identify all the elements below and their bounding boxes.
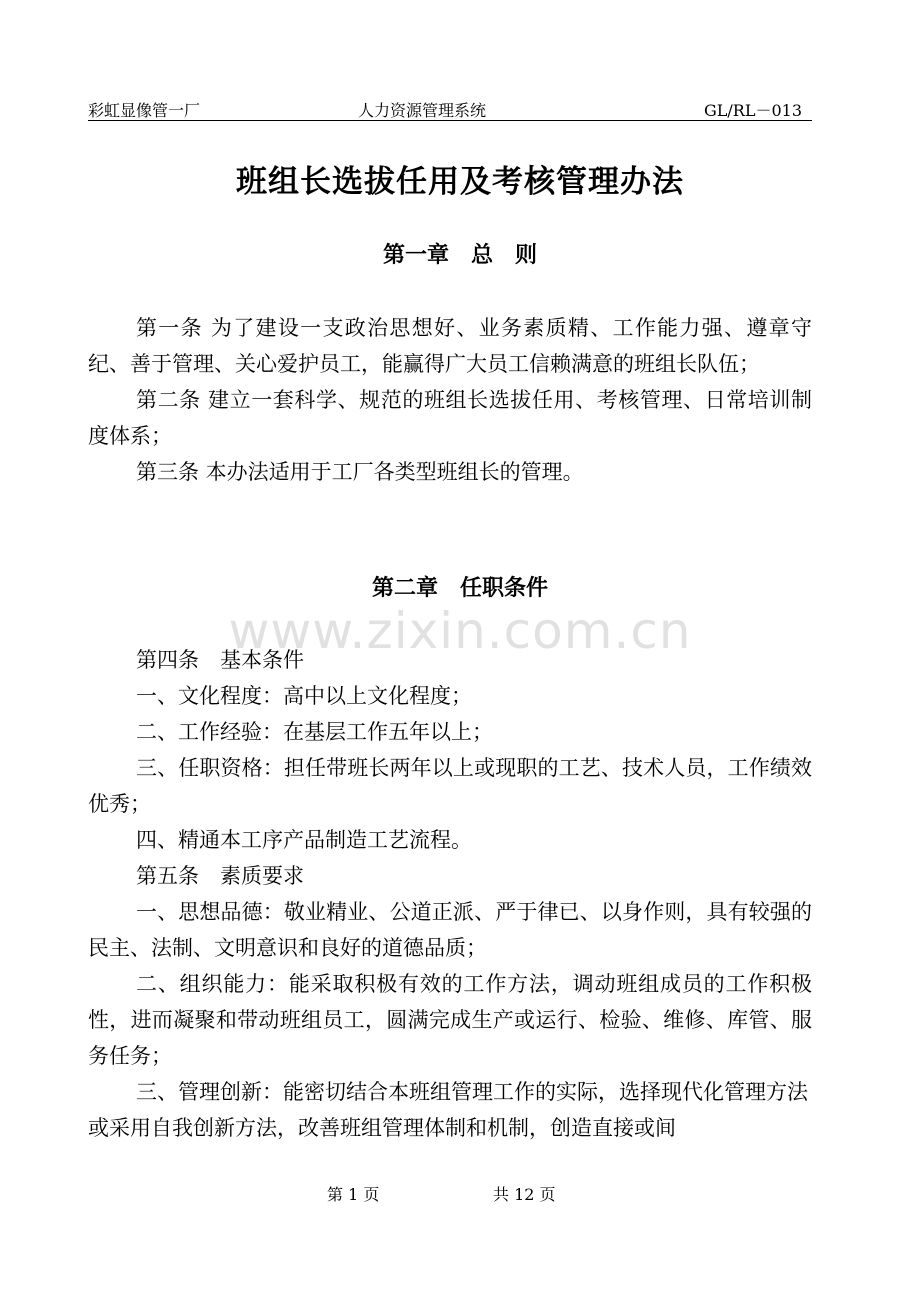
condition-process: 四、精通本工序产品制造工艺流程。 — [136, 828, 472, 852]
quality-ethics: 一、思想品德：敬业精业、公道正派、严于律已、以身作则，具有较强的民主、法制、文明意识和良好的道德品质； — [88, 900, 812, 960]
footer-page-number: 第 1 页 — [327, 1185, 380, 1204]
condition-qualification: 三、任职资格：担任带班长两年以上或现职的工艺、技术人员，工作绩效优秀； — [88, 756, 812, 816]
chapter1-heading: 第一章 总 则 — [382, 243, 537, 268]
header-system: 人力资源管理系统 — [358, 101, 487, 120]
header-company: 彩虹显像管一厂 — [88, 101, 201, 120]
header-doc-code: GL/RL－013 — [703, 101, 802, 120]
quality-organization: 二、组织能力：能采取积极有效的工作方法，调动班组成员的工作积极性，进而凝聚和带动班组员工，圆满完成生产或运行、检验、维修、库管、服务任务； — [88, 972, 812, 1068]
article-2: 第二条 建立一套科学、规范的班组长选拔任用、考核管理、日常培训制度体系； — [88, 388, 812, 448]
article-3: 第三条 本办法适用于工厂各类型班组长的管理。 — [136, 460, 584, 484]
document-title: 班组长选拔任用及考核管理办法 — [236, 164, 684, 200]
page-header — [88, 96, 812, 121]
footer-total-pages: 共 12 页 — [493, 1185, 556, 1204]
article-1: 第一条 为了建设一支政治思想好、业务素质精、工作能力强、遵章守纪、善于管理、关心爱护员工，能赢得广大员工信赖满意的班组长队伍； — [88, 316, 812, 376]
condition-education: 一、文化程度：高中以上文化程度； — [136, 684, 472, 708]
chapter1-body — [88, 310, 812, 490]
quality-innovation: 三、管理创新：能密切结合本班组管理工作的实际，选择现代化管理方法或采用自我创新方法，改善班组管理体制和机制，创造直接或间 — [88, 1080, 808, 1140]
chapter2-heading: 第二章 任职条件 — [371, 576, 548, 601]
article-4-heading: 第四条 基本条件 — [136, 648, 304, 672]
watermark: www.zixin.com.cn — [228, 602, 692, 660]
condition-experience: 二、工作经验：在基层工作五年以上； — [136, 720, 493, 744]
article-5-heading: 第五条 素质要求 — [136, 864, 304, 888]
chapter2-body — [88, 642, 812, 1146]
